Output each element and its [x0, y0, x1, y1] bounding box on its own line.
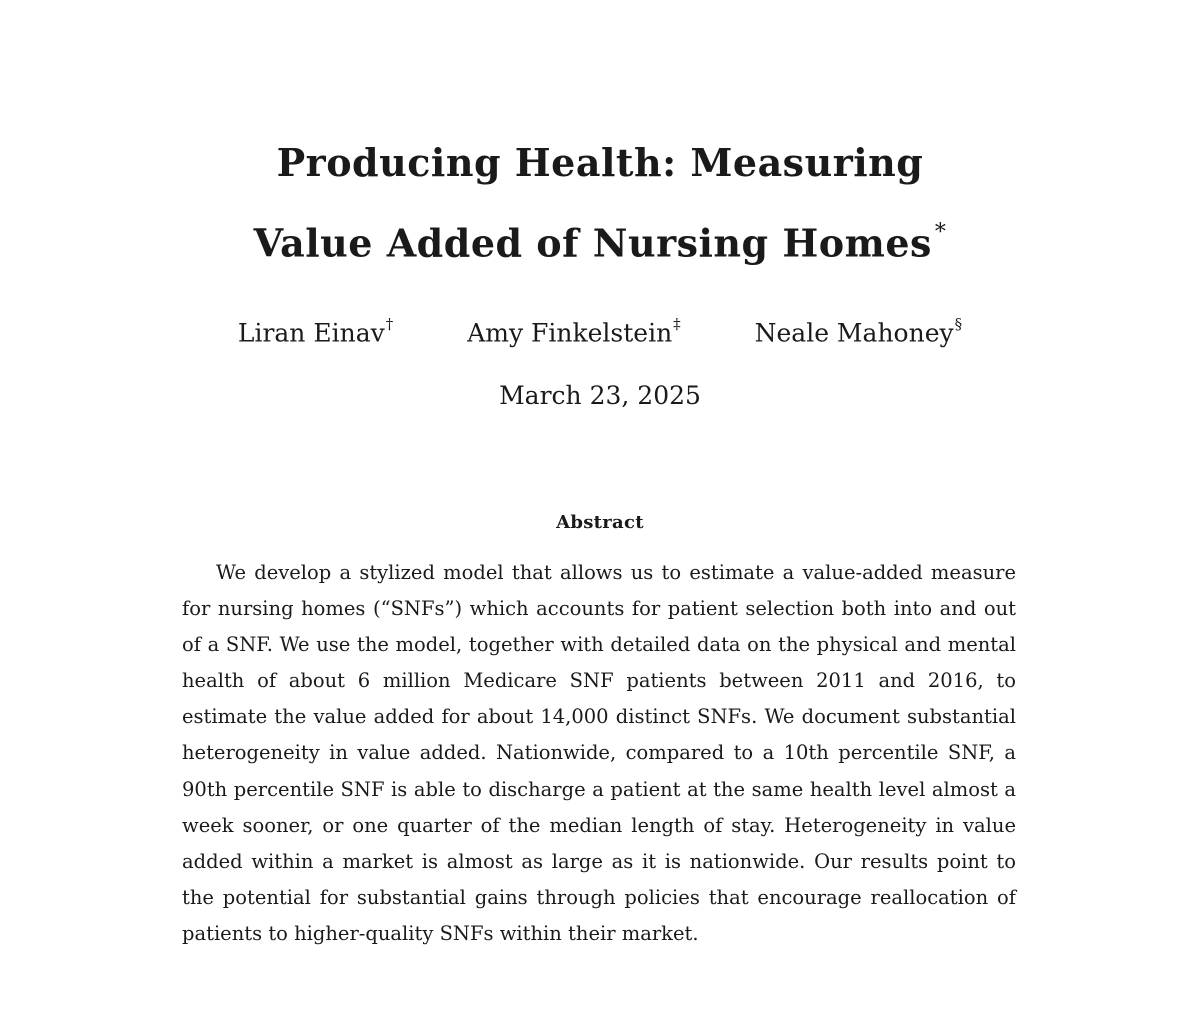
author-name: Amy Finkelstein	[467, 318, 673, 348]
author-footnote-mark[interactable]: ‡	[673, 315, 681, 333]
title-line-2-text: Value Added of Nursing Homes	[253, 220, 932, 266]
paper-title	[0, 126, 1200, 281]
author-mahoney	[755, 309, 963, 351]
title-line-2	[0, 200, 1200, 281]
author-list	[0, 309, 1200, 351]
abstract-text: We develop a stylized model that allows us to estimate a value-added measure for nursing homes (“SNFs”) which accounts for patient selection both into and out of a SNF. We use the model, together with detailed data on the physical and mental health of about 6 million Medicare SNF patients between 2011 and 2016, to estimate the value added for about 14,000 distinct SNFs. We document substantial heterogeneity in value added. Nationwide, compared to a 10th percentile SNF, a 90th percentile SNF is able to discharge a patient at the same health level almost a week sooner, or one quarter of the median length of stay. Heterogeneity in value added within a market is almost as large as it is nationwide. Our results point to the potential for substantial gains through policies that encourage reallocation of patients to higher-quality SNFs within their market.	[182, 561, 1016, 945]
author-name: Neale Mahoney	[754, 318, 954, 348]
title-footnote-mark[interactable]: *	[934, 220, 947, 245]
publication-date: March 23, 2025	[499, 381, 701, 410]
author-footnote-mark[interactable]: †	[385, 315, 394, 333]
abstract-heading: Abstract	[556, 512, 644, 533]
author-name: Liran Einav	[237, 318, 385, 348]
author-finkelstein	[467, 309, 680, 351]
author-einav	[238, 309, 393, 351]
title-line-1: Producing Health: Measuring	[276, 140, 924, 185]
author-footnote-mark[interactable]: §	[954, 315, 963, 333]
